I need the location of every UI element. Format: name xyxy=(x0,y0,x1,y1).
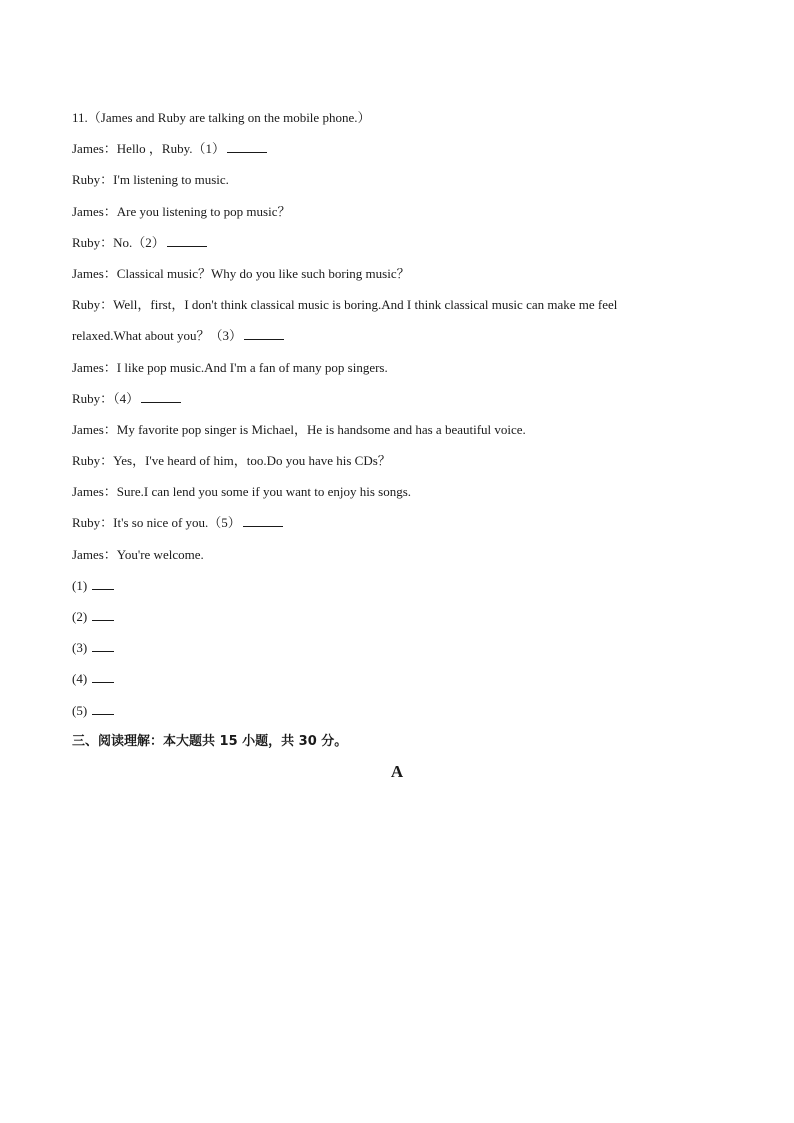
dialogue-text: Hello ，Ruby.（1） xyxy=(116,141,225,157)
answer-number: (1) xyxy=(72,577,88,593)
dialogue-line xyxy=(72,539,722,570)
dialogue-line xyxy=(72,507,722,538)
dialogue-text: My favorite pop singer is Michael，He is handsome and has a beautiful voice. xyxy=(116,421,526,437)
passage-letter: A xyxy=(390,762,404,781)
dialogue-text: I'm listening to music. xyxy=(113,172,229,188)
answer-blank[interactable] xyxy=(92,650,114,652)
dialogue-line xyxy=(72,133,722,164)
speaker-label: Ruby： xyxy=(72,453,114,469)
dialogue-text: No.（2） xyxy=(113,234,165,250)
speaker-label: Ruby： xyxy=(72,172,114,188)
answer-blank[interactable] xyxy=(167,245,207,247)
dialogue-line xyxy=(72,196,722,227)
dialogue-line xyxy=(72,227,722,258)
dialogue-line xyxy=(72,164,722,195)
dialogue-text: Sure.I can lend you some if you want to enjoy his songs. xyxy=(116,484,412,500)
speaker-label: James： xyxy=(72,421,117,437)
speaker-label: James： xyxy=(72,484,117,500)
speaker-label: James： xyxy=(72,359,117,375)
answer-blank[interactable] xyxy=(243,525,283,527)
section-heading: 三、阅读理解：本大题共 15 小题，共 30 分。 xyxy=(72,733,348,749)
answer-line-1 xyxy=(72,570,722,601)
answer-line-2 xyxy=(72,601,722,632)
speaker-label: Ruby： xyxy=(72,234,114,250)
dialogue-text: （4） xyxy=(113,390,140,406)
dialogue-line xyxy=(72,414,722,445)
dialogue-line xyxy=(72,445,722,476)
dialogue-text: Yes，I've heard of him，too.Do you have his CDs？ xyxy=(113,453,391,469)
speaker-label: James： xyxy=(72,141,117,157)
speaker-label: James： xyxy=(72,203,117,219)
answer-blank[interactable] xyxy=(244,338,284,340)
answer-line-3 xyxy=(72,632,722,663)
dialogue-text: relaxed.What about you？（3） xyxy=(72,328,243,344)
dialogue-line xyxy=(72,289,722,320)
dialogue-line xyxy=(72,383,722,414)
answer-blank[interactable] xyxy=(92,713,114,715)
dialogue-line xyxy=(72,476,722,507)
speaker-label: James： xyxy=(72,265,117,281)
answer-number: (4) xyxy=(72,671,88,687)
dialogue-line-continued xyxy=(72,320,722,351)
dialogue-text: You're welcome. xyxy=(116,546,204,562)
speaker-label: Ruby： xyxy=(72,390,114,406)
dialogue-text: It's so nice of you.（5） xyxy=(113,515,241,531)
answer-line-4 xyxy=(72,663,722,694)
dialogue-text: Well，first，I don't think classical music is boring.And I think classical music can make me feel xyxy=(113,297,618,313)
answer-number: (5) xyxy=(72,702,88,718)
answer-blank[interactable] xyxy=(141,401,181,403)
answer-blank[interactable] xyxy=(92,619,114,621)
dialogue-line xyxy=(72,258,722,289)
dialogue-text: I like pop music.And I'm a fan of many pop singers. xyxy=(116,359,388,375)
answer-number: (2) xyxy=(72,609,88,624)
answer-blank[interactable] xyxy=(92,588,114,590)
answer-line-5 xyxy=(72,695,722,726)
speaker-label: Ruby： xyxy=(72,515,114,531)
answer-blank[interactable] xyxy=(92,681,114,683)
dialogue-text: Classical music？Why do you like such boring music？ xyxy=(116,265,410,281)
speaker-label: Ruby： xyxy=(72,297,114,313)
exam-page xyxy=(72,102,722,781)
dialogue-line xyxy=(72,352,722,383)
speaker-label: James： xyxy=(72,546,117,562)
dialogue-text: Are you listening to pop music？ xyxy=(116,203,291,219)
question-header: 11.（James and Ruby are talking on the mobile phone.） xyxy=(72,110,371,125)
answer-blank[interactable] xyxy=(227,151,267,153)
answer-number: (3) xyxy=(72,640,88,656)
